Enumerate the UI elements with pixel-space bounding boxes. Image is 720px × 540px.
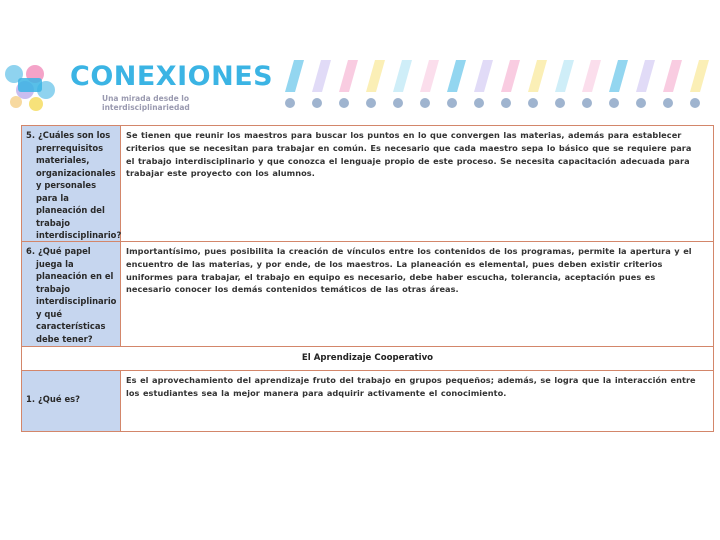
decorative-dot bbox=[312, 98, 322, 108]
decorative-strokes bbox=[280, 58, 720, 112]
logo-title: CONEXIONES bbox=[70, 61, 274, 92]
decorative-dot bbox=[393, 98, 403, 108]
decorative-dot bbox=[366, 98, 376, 108]
question-cell bbox=[22, 126, 121, 241]
decorative-dot bbox=[420, 98, 430, 108]
logo-mark-icon bbox=[4, 60, 62, 112]
logo-subtitle: Una mirada desde lo interdisciplinariedad bbox=[102, 94, 190, 112]
table-row bbox=[22, 241, 713, 346]
question-text: ¿Qué es? bbox=[37, 394, 80, 404]
decorative-stroke bbox=[501, 60, 520, 92]
decorative-dot bbox=[582, 98, 592, 108]
answer-cell: Se tienen que reunir los maestros para buscar los puntos en lo que convergen las materias, además para establecer criterios que se necesitan para trabajar en común. Es necesario que cada maestro sepa lo básico que se requiere para el trabajo interdisciplinario y que conozca el lenguaje propio de este proceso. Se necesita capacitación adecuada para trabajar este proyecto con los alumnos. bbox=[126, 130, 692, 179]
decorative-dot bbox=[609, 98, 619, 108]
decorative-stroke bbox=[555, 60, 574, 92]
decorative-stroke bbox=[366, 60, 385, 92]
decorative-stroke bbox=[312, 60, 331, 92]
decorative-stroke bbox=[663, 60, 682, 92]
question-number: 1. bbox=[26, 394, 36, 404]
question-cell bbox=[22, 371, 121, 431]
decorative-stroke bbox=[285, 60, 304, 92]
decorative-dot bbox=[528, 98, 538, 108]
table-row bbox=[22, 126, 713, 241]
conexiones-logo bbox=[4, 60, 274, 112]
decorative-dot bbox=[636, 98, 646, 108]
decorative-stroke bbox=[528, 60, 547, 92]
question-number: 5. bbox=[26, 130, 36, 140]
decorative-dot bbox=[285, 98, 295, 108]
decorative-stroke bbox=[474, 60, 493, 92]
qa-table bbox=[21, 125, 714, 432]
answer-cell: Importantísimo, pues posibilita la creación de vínculos entre los contenidos de los programas, permite la apertura y el encuentro de las materias, y por ende, de los maestros. La planeación es elemental, pues deben existir criterios uniformes para trabajar, el trabajo en equipo es necesario, debe haber escucha, tolerancia, aceptación pues es necesario conocer los demás contenidos temáticos de las otras áreas. bbox=[126, 246, 692, 295]
decorative-stroke bbox=[447, 60, 466, 92]
decorative-dot bbox=[447, 98, 457, 108]
decorative-stroke bbox=[393, 60, 412, 92]
question-number: 6. bbox=[26, 246, 36, 256]
question-cell bbox=[22, 242, 121, 346]
decorative-stroke bbox=[339, 60, 358, 92]
answer-cell: Es el aprovechamiento del aprendizaje fruto del trabajo en grupos pequeños; además, se logra que la interacción entre los estudiantes sea la mejor manera para adquirir activamente el conocimiento. bbox=[126, 375, 696, 398]
decorative-stroke bbox=[636, 60, 655, 92]
question-text: ¿Qué papel juega la planeación en el trabajo interdisciplinario y qué características debe tener? bbox=[36, 246, 117, 344]
decorative-dot bbox=[663, 98, 673, 108]
table-row bbox=[22, 371, 713, 431]
question-text: ¿Cuáles son los prerrequisitos materiales, organizacionales y personales para la planeación del trabajo interdisciplinario? bbox=[36, 130, 122, 240]
decorative-dot bbox=[555, 98, 565, 108]
decorative-stroke bbox=[582, 60, 601, 92]
decorative-dot bbox=[690, 98, 700, 108]
section-title: El Aprendizaje Cooperativo bbox=[22, 346, 713, 371]
decorative-dot bbox=[501, 98, 511, 108]
decorative-dot bbox=[474, 98, 484, 108]
decorative-stroke bbox=[420, 60, 439, 92]
decorative-stroke bbox=[609, 60, 628, 92]
decorative-dot bbox=[339, 98, 349, 108]
decorative-stroke bbox=[690, 60, 709, 92]
